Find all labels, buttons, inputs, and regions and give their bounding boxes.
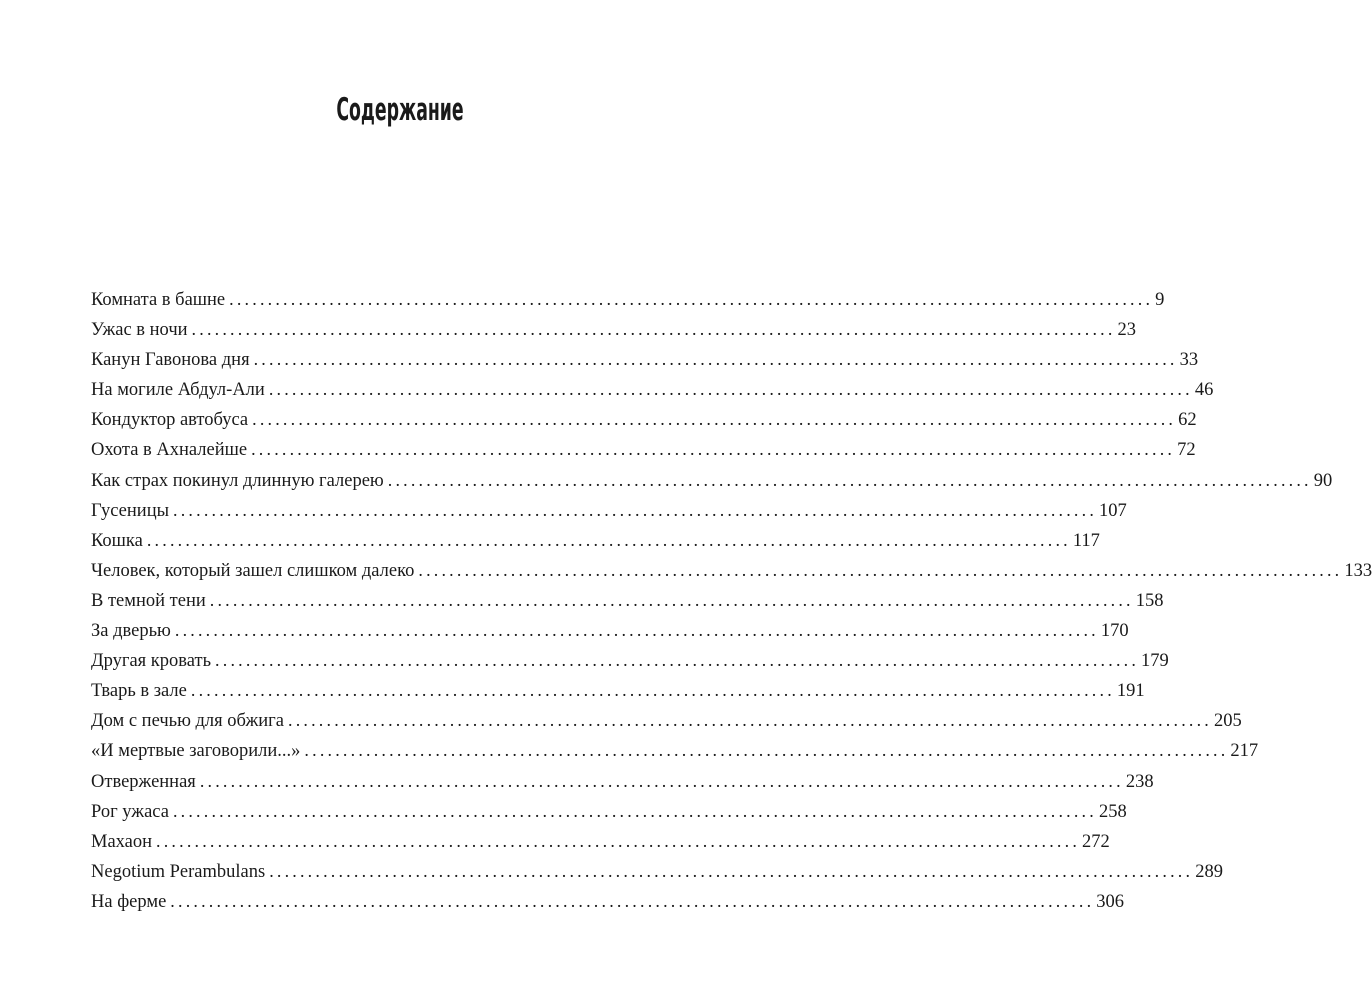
toc-entry: [91, 886, 1125, 916]
toc-entry: [91, 495, 1127, 525]
dot-leader: ........................................................................................................................: [191, 319, 1116, 340]
toc-entry-page: 90: [1313, 470, 1333, 491]
toc-entry-page: 72: [1177, 440, 1196, 461]
toc-entry-title: На ферме: [91, 891, 167, 912]
toc-entry-title: Тварь в зале: [91, 681, 187, 702]
dot-leader: ........................................................................................................................: [268, 379, 1193, 400]
toc-entry-page: 205: [1214, 711, 1242, 732]
dot-leader: ........................................................................................................................: [253, 349, 1178, 370]
dot-leader: ........................................................................................................................: [251, 439, 1176, 460]
dot-leader: ........................................................................................................................: [174, 620, 1099, 641]
toc-entry-page: 272: [1082, 831, 1110, 852]
toc-entry-page: 158: [1135, 590, 1164, 611]
dot-leader: ........................................................................................................................: [209, 589, 1134, 610]
dot-leader: ........................................................................................................................: [252, 409, 1177, 430]
toc-entry: [91, 344, 1199, 374]
toc-entry-title: Отверженная: [91, 771, 196, 792]
dot-leader: ........................................................................................................................: [288, 710, 1212, 731]
toc-entry: [91, 525, 1100, 555]
toc-entry-title: Рог ужаса: [91, 801, 169, 822]
toc-entry-page: 170: [1100, 621, 1129, 642]
toc-entry-title: Дом с печью для обжига: [91, 711, 284, 732]
toc-entry: [91, 314, 1137, 344]
toc-entry: [91, 585, 1164, 615]
toc-entry-title: Махаон: [91, 831, 153, 852]
toc-entry-page: 258: [1098, 801, 1127, 822]
toc-entry: [91, 796, 1127, 826]
toc-entry-page: 179: [1141, 651, 1169, 672]
toc-entry-page: 117: [1072, 530, 1100, 551]
dot-leader: ........................................................................................................................: [172, 800, 1097, 821]
toc-entry-page: 62: [1178, 410, 1197, 431]
dot-leader: ........................................................................................................................: [269, 860, 1194, 881]
toc-entry: [91, 284, 1165, 314]
toc-entry-page: 23: [1117, 320, 1137, 341]
toc-entry-title: Комната в башне: [91, 290, 226, 310]
dot-leader: ........................................................................................................................: [156, 830, 1081, 851]
toc-entry-title: Канун Гавонова дня: [91, 350, 250, 371]
dot-leader: ........................................................................................................................: [418, 559, 1343, 580]
dot-leader: ........................................................................................................................: [304, 740, 1229, 761]
page-title: Содержание: [336, 92, 464, 128]
toc-entry: [91, 675, 1145, 705]
toc-entry: [91, 465, 1333, 495]
dot-leader: ........................................................................................................................: [199, 770, 1124, 791]
toc-entry-title: Охота в Ахналейше: [91, 440, 248, 461]
toc-entry-page: 9: [1155, 290, 1165, 310]
toc-entry: [91, 404, 1197, 434]
toc-entry: [91, 555, 1372, 585]
toc-entry: [91, 374, 1214, 404]
toc-entry-title: Другая кровать: [91, 651, 212, 672]
toc-entry-title: Как страх покинул длинную галерею: [91, 470, 384, 491]
toc-entry: [91, 434, 1196, 464]
toc-entry: [91, 856, 1223, 886]
toc-entry-page: 238: [1125, 771, 1154, 792]
toc-entry-page: 107: [1099, 500, 1127, 521]
dot-leader: ........................................................................................................................: [387, 469, 1312, 490]
toc-entry-page: 289: [1195, 861, 1223, 882]
dot-leader: ........................................................................................................................: [146, 529, 1071, 550]
dot-leader: ........................................................................................................................: [190, 680, 1115, 701]
toc-entry: [91, 766, 1154, 796]
toc-entry: [91, 615, 1129, 645]
toc-entry-page: 306: [1096, 891, 1125, 912]
toc-entry-title: За дверью: [91, 621, 171, 642]
table-of-contents: [91, 284, 1372, 916]
toc-entry-page: 191: [1116, 681, 1145, 702]
dot-leader: ........................................................................................................................: [229, 289, 1154, 309]
dot-leader: ........................................................................................................................: [173, 499, 1098, 520]
toc-entry-title: «И мертвые заговорили...»: [91, 741, 301, 762]
toc-entry-page: 133: [1344, 560, 1372, 581]
toc-entry-title: Ужас в ночи: [91, 320, 188, 341]
toc-entry-page: 46: [1194, 380, 1214, 401]
dot-leader: ........................................................................................................................: [170, 890, 1095, 911]
toc-entry-title: Кошка: [91, 530, 143, 551]
toc-entry-title: В темной тени: [91, 590, 206, 611]
toc-entry-title: Гусеницы: [91, 500, 170, 521]
toc-entry-page: 217: [1230, 741, 1259, 762]
toc-entry-title: Кондуктор автобуса: [91, 410, 249, 431]
toc-entry: [91, 826, 1110, 856]
toc-entry-title: На могиле Абдул-Али: [91, 380, 265, 401]
toc-entry-page: 33: [1179, 350, 1199, 371]
toc-entry: [91, 735, 1259, 765]
toc-entry-title: Человек, который зашел слишком далеко: [91, 560, 415, 581]
toc-entry-title: Negotium Perambulans: [91, 861, 266, 882]
dot-leader: ........................................................................................................................: [215, 650, 1140, 671]
toc-entry: [91, 705, 1242, 735]
toc-entry: [91, 645, 1169, 675]
